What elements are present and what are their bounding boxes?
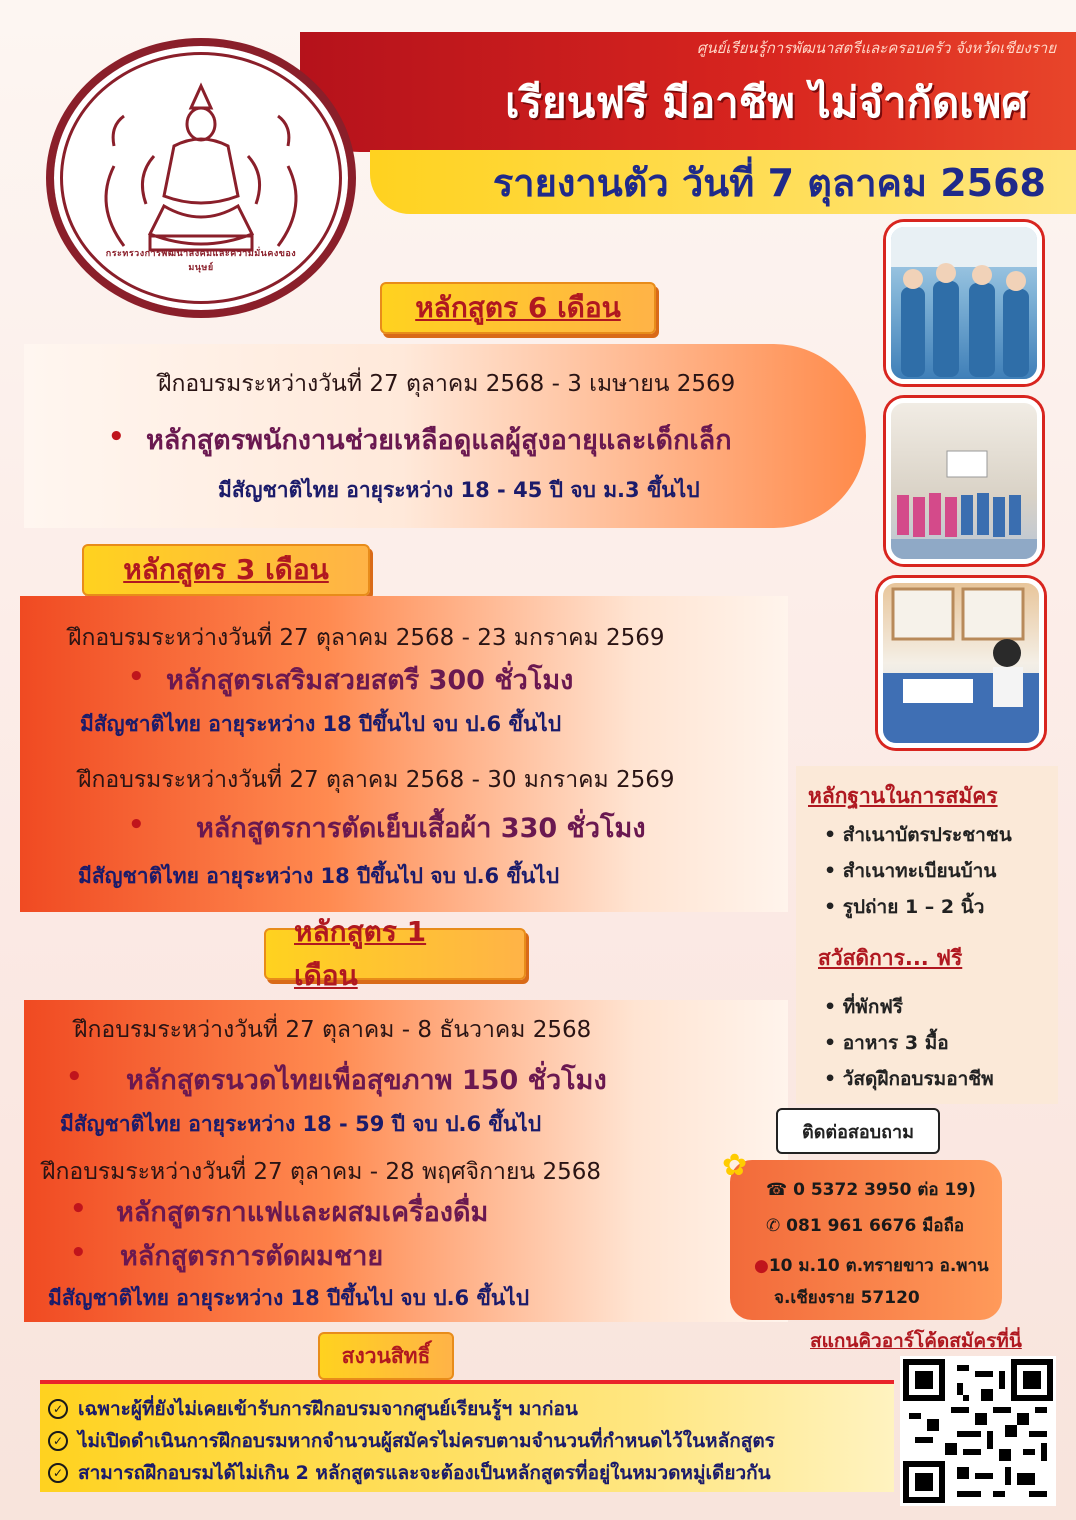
check-circle-icon: ✓ — [48, 1431, 68, 1451]
location-pin-icon: ● — [754, 1256, 769, 1276]
document-item: • รูปถ่าย 1 – 2 นิ้ว — [824, 896, 985, 918]
contact-box — [722, 1148, 1002, 1320]
contact-heading: ติดต่อสอบถาม — [776, 1108, 940, 1154]
course-requirement: มีสัญชาติไทย อายุระหว่าง 18 ปีขึ้นไป จบ ป.6 ขึ้นไป — [78, 864, 560, 888]
rights-heading: สงวนสิทธิ์ — [318, 1332, 454, 1380]
rights-item: ✓ ไม่เปิดดำเนินการฝึกอบรมหากจำนวนผู้สมัครไม่ครบตามจำนวนที่กำหนดไว้ในหลักสูตร — [48, 1426, 775, 1456]
course-requirement: มีสัญชาติไทย อายุระหว่าง 18 ปีขึ้นไป จบ ป.6 ขึ้นไป — [80, 712, 562, 736]
course-title: หลักสูตรพนักงานช่วยเหลือดูแลผู้สูงอายุและเด็กเล็ก — [146, 425, 732, 456]
requirements-box — [796, 766, 1058, 1104]
document-item: • สำเนาทะเบียนบ้าน — [824, 860, 997, 882]
welfare-item: • ที่พักฟรี — [824, 996, 903, 1018]
course-title: หลักสูตรการตัดเย็บเสื้อผ้า 330 ชั่วโมง — [196, 813, 646, 844]
course-title: หลักสูตรกาแฟและผสมเครื่องดื่ม — [116, 1197, 489, 1228]
training-period: ฝึกอบรมระหว่างวันที่ 27 ตุลาคม 2568 - 30 มกราคม 2569 — [78, 767, 675, 793]
qr-caption: สแกนคิวอาร์โค้ดสมัครที่นี่ — [810, 1330, 1022, 1352]
bullet-icon: • — [128, 662, 145, 692]
course-requirement: มีสัญชาติไทย อายุระหว่าง 18 ปีขึ้นไป จบ ป.6 ขึ้นไป — [48, 1286, 530, 1310]
qr-code[interactable] — [900, 1356, 1056, 1506]
course-requirement: มีสัญชาติไทย อายุระหว่าง 18 - 45 ปี จบ ม.3 ขึ้นไป — [218, 478, 700, 502]
training-period: ฝึกอบรมระหว่างวันที่ 27 ตุลาคม 2568 - 23 มกราคม 2569 — [68, 625, 665, 651]
ribbon-label: หลักสูตร 3 เดือน — [123, 553, 329, 586]
welfare-item: • วัสดุฝึกอบรมอาชีพ — [824, 1068, 994, 1090]
ribbon-label: หลักสูตร 6 เดือน — [415, 291, 621, 324]
bullet-icon: • — [66, 1062, 83, 1092]
welfare-item: • อาหาร 3 มื้อ — [824, 1032, 949, 1054]
ministry-seal — [46, 38, 356, 318]
rights-band — [40, 1380, 894, 1492]
panel-1-month — [24, 1000, 788, 1322]
panel-6-months — [24, 344, 866, 528]
check-circle-icon: ✓ — [48, 1463, 68, 1483]
mobile-line: ✆ 081 961 6676 มือถือ — [766, 1216, 965, 1236]
ribbon-1-month — [264, 915, 526, 992]
report-date: รายงานตัว วันที่ 7 ตุลาคม 2568 — [492, 161, 1046, 205]
course-title: หลักสูตรเสริมสวยสตรี 300 ชั่วโมง — [166, 665, 574, 696]
bullet-icon: • — [70, 1238, 87, 1268]
rights-item: ✓ เฉพาะผู้ที่ยังไม่เคยเข้ารับการฝึกอบรมจากศูนย์เรียนรู้ฯ มาก่อน — [48, 1394, 578, 1424]
rights-item: ✓ สามารถฝึกอบรมได้ไม่เกิน 2 หลักสูตรและจะต้องเป็นหลักสูตรที่อยู่ในหมวดหมู่เดียวกัน — [48, 1458, 771, 1488]
document-item: • สำเนาบัตรประชาชน — [824, 824, 1012, 846]
documents-heading: หลักฐานในการสมัคร — [808, 784, 998, 808]
address-line-2: จ.เชียงราย 57120 — [774, 1288, 920, 1308]
telephone-icon: ☎ — [766, 1180, 788, 1200]
seal-text: กระทรวงการพัฒนาสังคมและความมั่นคงของมนุษย์ — [105, 249, 297, 273]
ribbon-label: หลักสูตร 1 เดือน — [294, 915, 427, 992]
panel-3-months — [20, 596, 788, 912]
main-title: เรียนฟรี มีอาชีพ ไม่จำกัดเพศ — [505, 78, 1028, 127]
course-requirement: มีสัญชาติไทย อายุระหว่าง 18 - 59 ปี จบ ป.6 ขึ้นไป — [60, 1112, 542, 1136]
flower-icon: ✿ — [722, 1148, 748, 1183]
check-circle-icon: ✓ — [48, 1399, 68, 1419]
phone-line: ☎ 0 5372 3950 ต่อ 19) — [766, 1180, 976, 1200]
course-title: หลักสูตรการตัดผมชาย — [120, 1241, 384, 1272]
training-period: ฝึกอบรมระหว่างวันที่ 27 ตุลาคม 2568 - 3 เมษายน 2569 — [158, 371, 736, 397]
ribbon-6-months — [380, 282, 656, 334]
center-name: ศูนย์เรียนรู้การพัฒนาสตรีและครอบครัว จังหวัดเชียงราย — [696, 39, 1056, 57]
course-title: หลักสูตรนวดไทยเพื่อสุขภาพ 150 ชั่วโมง — [126, 1065, 607, 1096]
bullet-icon: • — [128, 810, 145, 840]
welfare-heading: สวัสดิการ... ฟรี — [818, 946, 963, 970]
photo-sewing-class — [878, 578, 1044, 748]
training-period: ฝึกอบรมระหว่างวันที่ 27 ตุลาคม - 28 พฤศจิกายน 2568 — [42, 1159, 601, 1185]
address-line: ●10 ม.10 ต.ทรายขาว อ.พาน — [754, 1256, 989, 1276]
ribbon-3-months — [82, 544, 370, 596]
photo-caregiver-class — [886, 222, 1042, 384]
training-period: ฝึกอบรมระหว่างวันที่ 27 ตุลาคม - 8 ธันวาคม 2568 — [74, 1017, 592, 1043]
bullet-icon: • — [70, 1194, 87, 1224]
whatsapp-icon: ✆ — [766, 1216, 781, 1236]
bullet-icon: • — [108, 422, 125, 452]
photo-group-training — [886, 398, 1042, 564]
